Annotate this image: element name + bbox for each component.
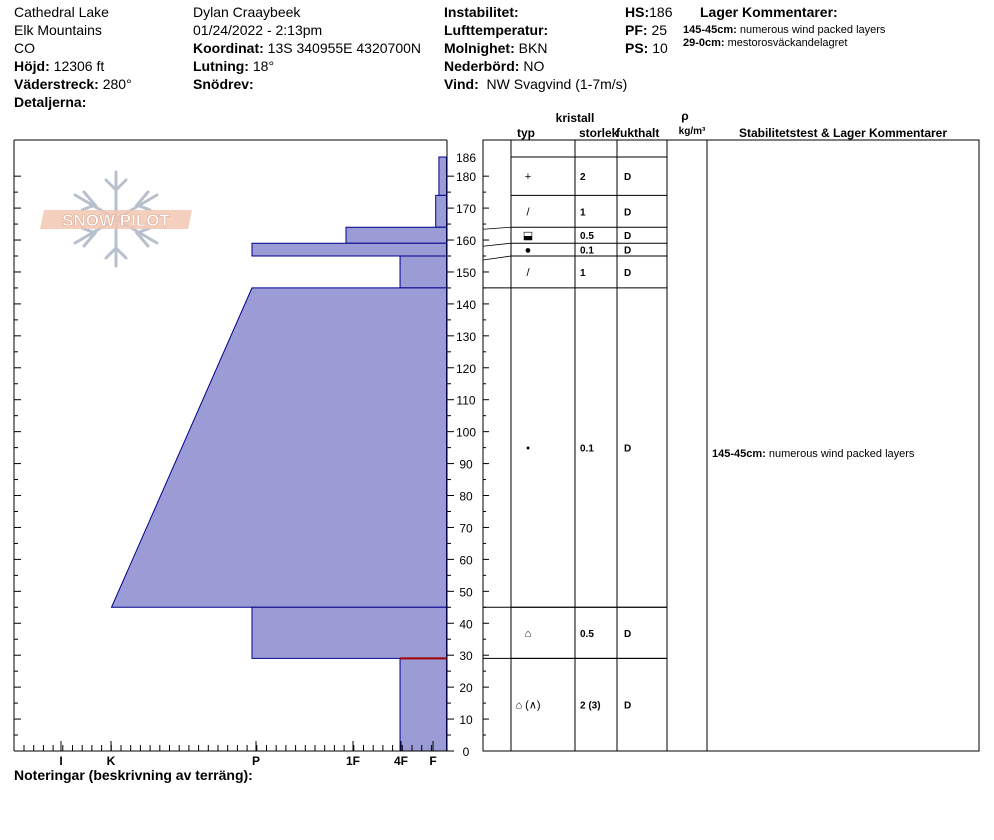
depth-tick-label: 160 — [455, 234, 477, 249]
aspect-label: Väderstreck: — [14, 76, 99, 92]
depth-tick-label: 30 — [459, 649, 473, 664]
stability-comment-text: numerous wind packed layers — [768, 448, 915, 460]
crystal-size: 0.5 — [580, 231, 594, 243]
depth-tick-label: 70 — [459, 521, 473, 536]
crystal-type: ⌂ (∧) — [515, 699, 541, 712]
crystal-size: 1 — [580, 267, 586, 279]
precip-label: Nederbörd: — [444, 58, 520, 74]
hardness-tick-label: F — [429, 754, 437, 768]
moisture: D — [624, 207, 632, 219]
layer-connector — [483, 243, 511, 246]
observer: Dylan Craaybeek — [193, 4, 301, 20]
header-kristall: kristall — [555, 111, 595, 125]
coord-value: 13S 340955E 4320700N — [267, 40, 422, 56]
crystal-size: 0.1 — [580, 443, 594, 455]
header-fukthalt: fukthalt — [616, 126, 660, 140]
mountain-range: Elk Mountains — [14, 22, 102, 38]
datetime: 01/24/2022 - 2:13pm — [193, 22, 323, 38]
ps-label: PS: — [625, 40, 649, 56]
aspect-value: 280° — [102, 76, 132, 92]
layer-connector — [483, 256, 511, 260]
moisture: D — [624, 700, 632, 712]
header-rho: ρ — [681, 109, 689, 123]
hardness-bar — [436, 195, 447, 227]
layer-comment-2-text: mestorosväckandelagret — [727, 37, 848, 49]
sky-value: BKN — [518, 40, 548, 56]
logo-text: SNOW PILOT — [62, 211, 170, 230]
crystal-size: 0.5 — [580, 628, 594, 640]
crystal-type: / — [526, 266, 530, 279]
hardness-tick-label: 4F — [393, 754, 409, 768]
elevation-label: Höjd: — [14, 58, 50, 74]
hardness-profile — [112, 157, 447, 751]
hardness-bar — [439, 157, 447, 195]
elevation-value: 12306 ft — [53, 58, 105, 74]
depth-tick-label: 60 — [459, 553, 473, 568]
header-typ: typ — [517, 126, 535, 140]
moisture: D — [624, 231, 632, 243]
pf-value: 25 — [651, 22, 668, 38]
crystal-type: ⌂ — [524, 627, 532, 640]
crystal-type: ⬓ — [522, 230, 534, 243]
layer-connector — [483, 227, 511, 229]
slope-label: Lutning: — [193, 58, 249, 74]
hs-label: HS: — [625, 4, 650, 20]
depth-tick-label: 110 — [456, 393, 476, 408]
crystal-size: 2 (3) — [580, 700, 601, 712]
wind-label: Vind: — [444, 76, 479, 92]
moisture: D — [624, 245, 632, 257]
header-density-unit: kg/m³ — [678, 126, 706, 137]
precip-value: NO — [523, 58, 545, 74]
moisture: D — [624, 172, 632, 184]
layer-comments-title: Lager Kommentarer: — [700, 4, 838, 20]
depth-tick-label: 10 — [459, 713, 473, 728]
crystal-type: • — [526, 442, 530, 455]
stability-comment-range: 145-45cm: — [712, 448, 766, 460]
layer-table — [483, 140, 979, 751]
depth-tick-label: 20 — [459, 681, 473, 696]
depth-tick-label: 120 — [455, 361, 477, 376]
drift-label: Snödrev: — [193, 76, 254, 92]
hardness-bar — [252, 607, 447, 658]
instability-label: Instabilitet: — [444, 4, 519, 20]
moisture: D — [624, 267, 632, 279]
hardness-bar — [400, 256, 446, 288]
crystal-size: 1 — [580, 207, 586, 219]
crystal-type: ● — [524, 244, 532, 257]
depth-tick-label: 130 — [455, 329, 477, 344]
location-name: Cathedral Lake — [14, 4, 109, 20]
crystal-size: 2 — [580, 172, 586, 184]
depth-tick-label: 80 — [459, 489, 473, 504]
ps-value: 10 — [652, 40, 668, 56]
hardness-tick-label: K — [106, 754, 116, 768]
state: CO — [14, 40, 35, 56]
slope-value: 18° — [252, 58, 275, 74]
depth-tick-label: 150 — [455, 265, 477, 280]
airtemp-label: Lufttemperatur: — [444, 22, 549, 38]
hardness-bar — [112, 288, 447, 607]
moisture: D — [624, 443, 632, 455]
hs-value: 186 — [649, 4, 673, 20]
hardness-bar — [346, 227, 447, 243]
hardness-bar — [400, 658, 446, 751]
details-label: Detaljerna: — [14, 94, 87, 110]
depth-tick-label: 170 — [455, 202, 477, 217]
header-stability: Stabilitetstest & Lager Kommentarer — [738, 126, 948, 140]
layer-comment-1-range: 145-45cm: — [683, 24, 737, 36]
depth-tick-label: 186 — [455, 151, 477, 165]
notes-label: Noteringar (beskrivning av terräng): — [14, 767, 253, 783]
header-storlek: storlek — [579, 126, 619, 140]
table-border — [483, 140, 979, 751]
depth-tick-label: 180 — [455, 170, 477, 185]
depth-tick-label: 40 — [459, 617, 473, 632]
crystal-type: + — [524, 171, 532, 184]
wind-value: NW Svagvind (1-7m/s) — [486, 76, 628, 92]
hardness-axis — [24, 741, 437, 768]
layer-comment-2-range: 29-0cm: — [683, 37, 725, 49]
layer-comment-1-text: numerous wind packed layers — [739, 24, 886, 36]
hardness-bar — [252, 243, 447, 256]
depth-tick-label: 50 — [459, 585, 473, 600]
hardness-tick-label: P — [251, 754, 261, 768]
hardness-tick-label: 1F — [345, 754, 361, 768]
coord-label: Koordinat: — [193, 40, 264, 56]
depth-tick-label: 0 — [462, 745, 470, 759]
snowpilot-logo — [40, 172, 192, 266]
hardness-tick-label: I — [59, 754, 63, 768]
depth-tick-label: 140 — [455, 297, 477, 312]
crystal-type: / — [526, 206, 530, 219]
moisture: D — [624, 628, 632, 640]
sky-label: Molnighet: — [444, 40, 515, 56]
depth-tick-label: 90 — [459, 457, 473, 472]
pf-label: PF: — [625, 22, 648, 38]
crystal-size: 0.1 — [580, 245, 594, 257]
stability-comment — [712, 448, 915, 460]
depth-tick-label: 100 — [455, 425, 477, 440]
